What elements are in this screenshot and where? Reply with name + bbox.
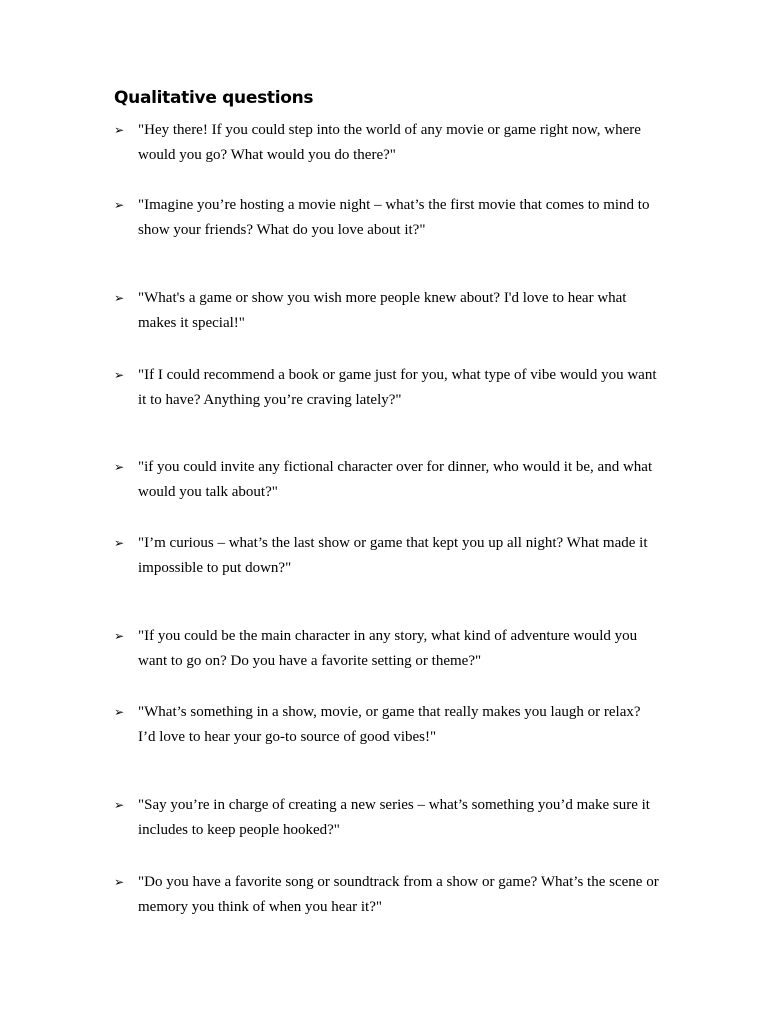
question-line: show your friends? What do you love about it?" (138, 222, 426, 238)
question-line: "I’m curious – what’s the last show or game that kept you up all night? What made it (138, 535, 648, 551)
question-line: "Do you have a favorite song or soundtrack from a show or game? What’s the scene or (138, 874, 659, 890)
arrowhead-bullet-icon: ➢ (114, 460, 125, 474)
arrowhead-bullet-icon: ➢ (114, 629, 125, 643)
arrowhead-bullet-icon: ➢ (114, 291, 125, 305)
question-line: makes it special!" (138, 315, 245, 331)
question-text (138, 700, 684, 750)
question-text (138, 363, 684, 413)
question-line: memory you think of when you hear it?" (138, 899, 382, 915)
arrowhead-bullet-icon: ➢ (114, 123, 125, 137)
question-text (138, 118, 684, 168)
list-item (114, 193, 684, 243)
question-line: "if you could invite any fictional character over for dinner, who would it be, and what (138, 459, 653, 475)
list-item (114, 531, 684, 581)
list-item (114, 455, 684, 505)
arrowhead-bullet-icon: ➢ (114, 536, 125, 550)
question-text (138, 793, 684, 843)
question-line: want to go on? Do you have a favorite setting or theme?" (138, 653, 482, 669)
question-text (138, 531, 684, 581)
arrowhead-bullet-icon: ➢ (114, 875, 125, 889)
question-line: includes to keep people hooked?" (138, 822, 340, 838)
list-item (114, 870, 684, 920)
question-line: would you talk about?" (138, 484, 278, 500)
list-item (114, 286, 684, 336)
question-line: "What’s something in a show, movie, or game that really makes you laugh or relax? (138, 704, 641, 720)
arrowhead-bullet-icon: ➢ (114, 705, 125, 719)
page-title: Qualitative questions (114, 88, 314, 108)
question-line: "If you could be the main character in any story, what kind of adventure would you (138, 628, 638, 644)
question-text (138, 455, 684, 505)
arrowhead-bullet-icon: ➢ (114, 368, 125, 382)
arrowhead-bullet-icon: ➢ (114, 198, 125, 212)
list-item (114, 793, 684, 843)
question-line: "What's a game or show you wish more people knew about? I'd love to hear what (138, 290, 627, 306)
question-line: "Imagine you’re hosting a movie night – what’s the first movie that comes to mind to (138, 197, 650, 213)
question-text (138, 624, 684, 674)
question-line: "Hey there! If you could step into the world of any movie or game right now, where (138, 122, 641, 138)
question-line: impossible to put down?" (138, 560, 292, 576)
list-item (114, 624, 684, 674)
list-item (114, 700, 684, 750)
list-item (114, 363, 684, 413)
question-text (138, 286, 684, 336)
question-text (138, 870, 684, 920)
question-text (138, 193, 684, 243)
question-line: "Say you’re in charge of creating a new series – what’s something you’d make sure it (138, 797, 650, 813)
list-item (114, 118, 684, 168)
arrowhead-bullet-icon: ➢ (114, 798, 125, 812)
question-line: I’d love to hear your go-to source of good vibes!" (138, 729, 437, 745)
question-line: "If I could recommend a book or game just for you, what type of vibe would you want (138, 367, 657, 383)
question-line: would you go? What would you do there?" (138, 147, 396, 163)
question-line: it to have? Anything you’re craving lately?" (138, 392, 402, 408)
